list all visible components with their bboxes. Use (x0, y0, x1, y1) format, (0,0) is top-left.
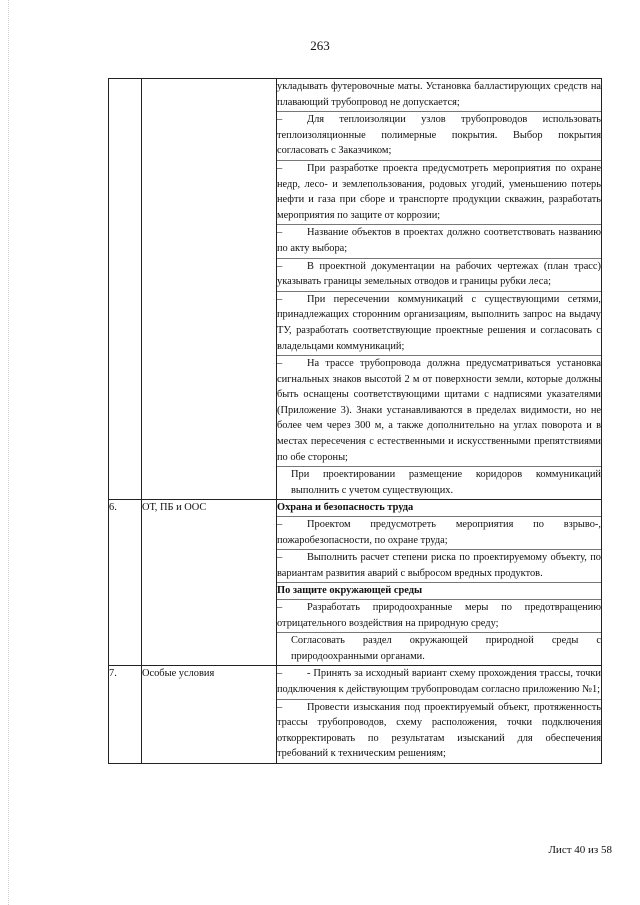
paragraph-text: На трассе трубопровода должна предусматриваться установка сигнальных знаков высотой 2 м от поверхности земли, которые должны быть оснащены соответствующими щитами с надписями указателями (Приложение 3). Знаки устанавливаются в пределах видимости, но не более чем через 300 м, а также дополнительно на углах поворота и в местах пересечения с естественными и искусственными препятствиями по обе стороны; (277, 358, 601, 463)
requirement-paragraph (277, 700, 601, 763)
list-dash: – (277, 260, 283, 272)
paragraph-text: Разработать природоохранные меры по предотвращению отрицательного воздействия на природную среду; (277, 602, 601, 629)
requirement-paragraph (277, 292, 601, 356)
table-row (109, 666, 602, 764)
page-number: 263 (310, 38, 330, 53)
requirement-paragraph (277, 467, 601, 499)
row-requirements (277, 79, 602, 500)
row-section-name: Особые условия (142, 666, 277, 764)
requirement-paragraph (277, 633, 601, 665)
paragraph-text: При пересечении коммуникаций с существующими сетями, принадлежащих сторонним организациям, выполнить запрос на выдачу ТУ, разработать соответствующие проектные решения и согласовать с владельцами коммуникаций; (277, 293, 601, 352)
row-requirements (277, 666, 602, 764)
requirement-paragraph (277, 79, 601, 112)
row-requirements (277, 500, 602, 666)
list-dash: – (277, 293, 283, 305)
requirement-paragraph (277, 225, 601, 258)
list-dash: – (277, 358, 283, 370)
list-dash: – (277, 602, 283, 613)
sheet-counter: Лист 40 из 58 (548, 844, 612, 856)
list-dash: – (277, 552, 283, 564)
row-number (109, 79, 142, 500)
section-heading: Охрана и безопасность труда (277, 500, 601, 517)
paragraph-text: укладывать футеровочные маты. Установка балластирующих средств на плавающий трубопровод не допускается; (277, 81, 601, 108)
requirement-paragraph (277, 259, 601, 292)
paragraph-text: Согласовать раздел окружающей природной среды с природоохранными органами. (291, 635, 601, 662)
paragraph-text: Провести изыскания под проектируемый объект, протяженность трассы трубопроводов, схему расположения, точки подключения откорректировать по результатам изысканий для обеспечения требований к техническим решениям; (277, 701, 601, 760)
list-dash: – (277, 162, 283, 174)
row-number: 7. (109, 666, 142, 764)
row-section-name: ОТ, ПБ и ООС (142, 500, 277, 666)
paragraph-text: - Принять за исходный вариант схему прохождения трассы, точки подключения к действующим трубопроводам согласно приложению №1; (277, 668, 601, 695)
row-section-name (142, 79, 277, 500)
paragraph-text: При проектировании размещение коридоров коммуникаций выполнить с учетом существующих. (291, 469, 601, 496)
paragraph-text: При разработке проекта предусмотреть мероприятия по охране недр, лесо- и землепользования, родовых угодий, уменьшению потерь нефти и газа при сборе и транспорте продукции скважин, разработать мероприятия по защите от коррозии; (277, 162, 601, 221)
requirement-paragraph (277, 517, 601, 550)
section-heading: По защите окружающей среды (277, 583, 601, 600)
requirement-paragraph (277, 112, 601, 161)
requirement-paragraph (277, 550, 601, 583)
list-dash: – (277, 114, 283, 126)
list-dash: – (277, 668, 283, 680)
list-dash: – (277, 227, 283, 239)
table-row (109, 500, 602, 666)
requirements-table (108, 78, 602, 764)
paragraph-text: Выполнить расчет степени риска по проектируемому объекту, по вариантам развития аварий с выбросом вредных продуктов. (277, 552, 601, 579)
paragraph-text: Название объектов в проектах должно соответствовать названию по акту выбора; (277, 227, 601, 254)
requirement-paragraph (277, 666, 601, 699)
requirement-paragraph (277, 356, 601, 467)
list-dash: – (277, 701, 283, 713)
requirement-paragraph (277, 161, 601, 225)
list-dash: – (277, 519, 283, 531)
paragraph-text: Для теплоизоляции узлов трубопроводов использовать теплоизоляционные полимерные покрытия. Выбор покрытия согласовать с Заказчиком; (277, 114, 601, 157)
table-row (109, 79, 602, 500)
paragraph-text: Проектом предусмотреть мероприятия по взрыво-, пожаробезопасности, по охране труда; (277, 519, 601, 546)
scan-edge (8, 0, 9, 905)
paragraph-text: В проектной документации на рабочих чертежах (план трасс) указывать границы земельных отводов и границы рубки леса; (277, 260, 601, 288)
row-number: 6. (109, 500, 142, 666)
requirement-paragraph (277, 600, 601, 633)
